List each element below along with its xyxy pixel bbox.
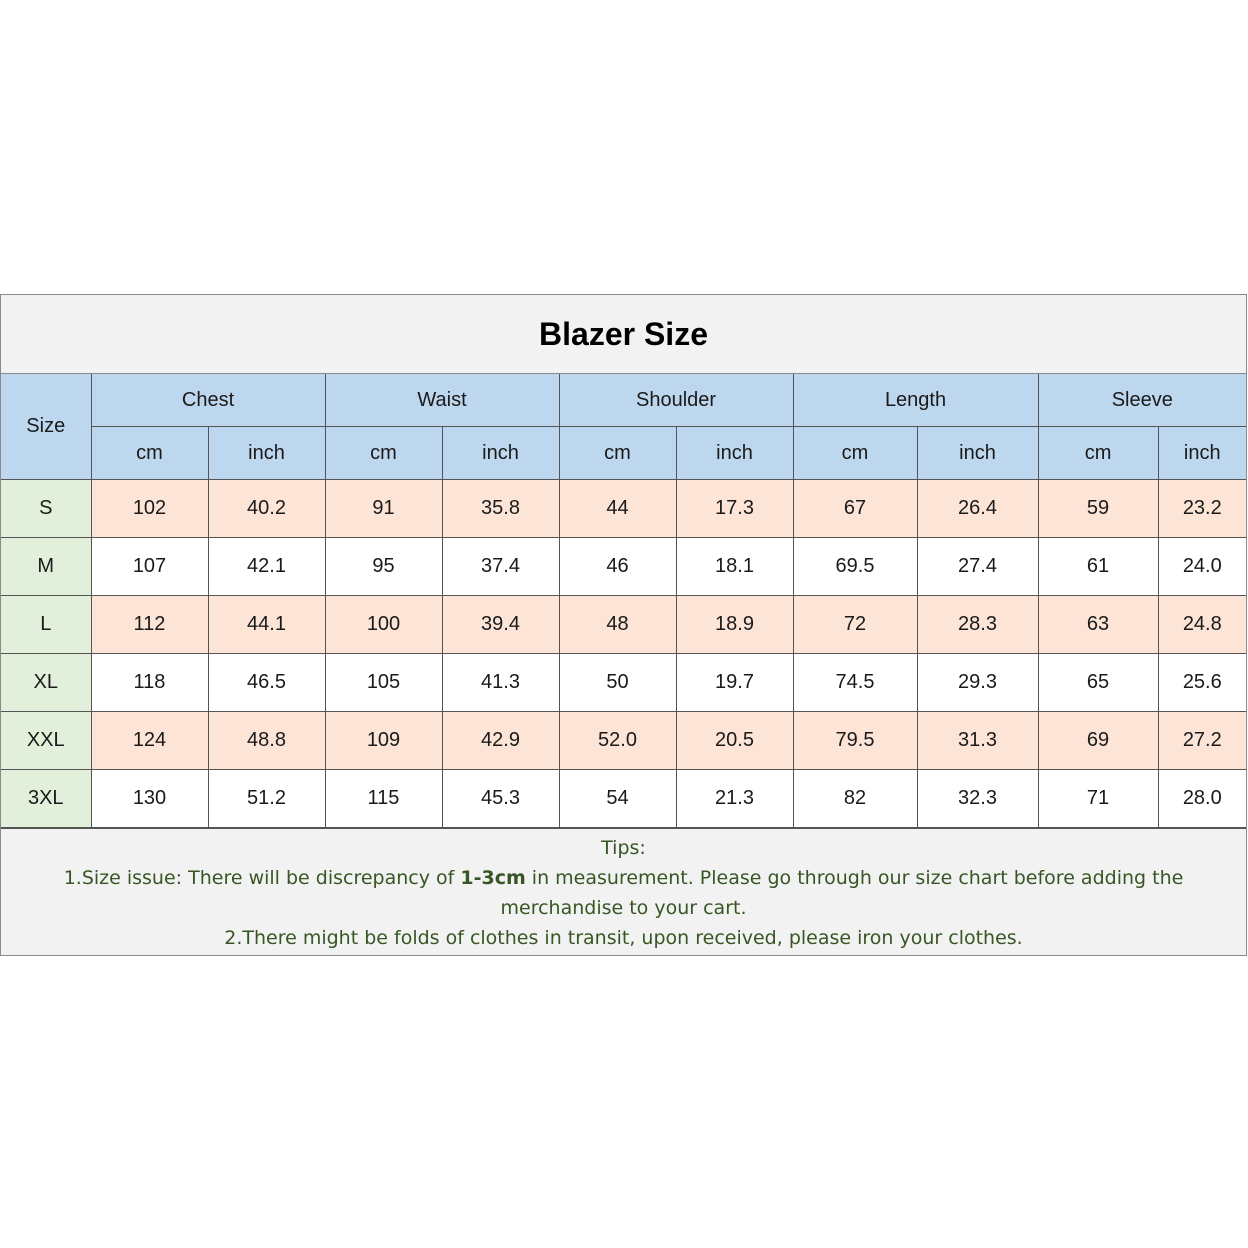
measurement-cell: 74.5 — [793, 654, 917, 712]
measurement-cell: 27.2 — [1158, 712, 1246, 770]
measurement-cell: 63 — [1038, 596, 1158, 654]
table-row — [1, 654, 1246, 712]
measurement-cell: 59 — [1038, 480, 1158, 538]
unit-header-sleeve-inch: inch — [1158, 427, 1246, 480]
measurement-cell: 46.5 — [208, 654, 325, 712]
tips-line-2: 2.There might be folds of clothes in transit, upon received, please iron your clothes. — [224, 927, 1023, 949]
measurement-cell: 115 — [325, 770, 442, 828]
measurement-cell: 79.5 — [793, 712, 917, 770]
unit-header-chest-cm: cm — [91, 427, 208, 480]
measurement-cell: 18.9 — [676, 596, 793, 654]
table-row — [1, 538, 1246, 596]
measurement-cell: 102 — [91, 480, 208, 538]
measurement-cell: 21.3 — [676, 770, 793, 828]
measurement-cell: 32.3 — [917, 770, 1038, 828]
measurement-cell: 50 — [559, 654, 676, 712]
measurement-cell: 41.3 — [442, 654, 559, 712]
group-header-chest: Chest — [91, 374, 325, 427]
measurement-cell: 17.3 — [676, 480, 793, 538]
measurement-cell: 91 — [325, 480, 442, 538]
measurement-cell: 26.4 — [917, 480, 1038, 538]
unit-header-shoulder-inch: inch — [676, 427, 793, 480]
measurement-cell: 105 — [325, 654, 442, 712]
chart-title: Blazer Size — [1, 295, 1246, 374]
measurement-cell: 48.8 — [208, 712, 325, 770]
size-table — [1, 374, 1246, 828]
measurement-cell: 46 — [559, 538, 676, 596]
measurement-cell: 107 — [91, 538, 208, 596]
table-row — [1, 480, 1246, 538]
measurement-cell: 42.9 — [442, 712, 559, 770]
tips-section — [1, 828, 1246, 955]
measurement-cell: 69.5 — [793, 538, 917, 596]
unit-header-shoulder-cm: cm — [559, 427, 676, 480]
measurement-cell: 28.0 — [1158, 770, 1246, 828]
measurement-cell: 124 — [91, 712, 208, 770]
measurement-cell: 23.2 — [1158, 480, 1246, 538]
group-header-shoulder: Shoulder — [559, 374, 793, 427]
measurement-cell: 18.1 — [676, 538, 793, 596]
measurement-cell: 95 — [325, 538, 442, 596]
measurement-cell: 45.3 — [442, 770, 559, 828]
measurement-cell: 82 — [793, 770, 917, 828]
measurement-cell: 118 — [91, 654, 208, 712]
measurement-cell: 51.2 — [208, 770, 325, 828]
measurement-cell: 61 — [1038, 538, 1158, 596]
measurement-cell: 27.4 — [917, 538, 1038, 596]
table-row — [1, 712, 1246, 770]
measurement-cell: 28.3 — [917, 596, 1038, 654]
unit-header-length-cm: cm — [793, 427, 917, 480]
tips-line-1-start: 1.Size issue: There will be discrepancy of — [63, 867, 461, 889]
tips-line-1 — [1, 863, 1246, 923]
size-cell: XL — [1, 654, 91, 712]
tips-line-1-highlight: 1-3cm — [460, 867, 526, 889]
size-header: Size — [1, 374, 91, 480]
group-header-sleeve: Sleeve — [1038, 374, 1246, 427]
unit-header-waist-inch: inch — [442, 427, 559, 480]
size-chart — [0, 294, 1247, 956]
group-header-waist: Waist — [325, 374, 559, 427]
measurement-cell: 130 — [91, 770, 208, 828]
measurement-cell: 19.7 — [676, 654, 793, 712]
tips-line-1-end: in measurement. Please go through our size chart before adding the merchandise to your cart. — [500, 867, 1184, 919]
size-cell: M — [1, 538, 91, 596]
measurement-cell: 100 — [325, 596, 442, 654]
unit-header-chest-inch: inch — [208, 427, 325, 480]
unit-header-waist-cm: cm — [325, 427, 442, 480]
measurement-cell: 25.6 — [1158, 654, 1246, 712]
measurement-cell: 71 — [1038, 770, 1158, 828]
measurement-cell: 69 — [1038, 712, 1158, 770]
measurement-cell: 54 — [559, 770, 676, 828]
group-header-length: Length — [793, 374, 1038, 427]
measurement-cell: 44 — [559, 480, 676, 538]
measurement-cell: 31.3 — [917, 712, 1038, 770]
measurement-cell: 109 — [325, 712, 442, 770]
unit-header-row — [1, 427, 1246, 480]
measurement-cell: 42.1 — [208, 538, 325, 596]
measurement-cell: 29.3 — [917, 654, 1038, 712]
size-cell: 3XL — [1, 770, 91, 828]
measurement-cell: 20.5 — [676, 712, 793, 770]
measurement-cell: 37.4 — [442, 538, 559, 596]
size-cell: XXL — [1, 712, 91, 770]
size-cell: L — [1, 596, 91, 654]
measurement-cell: 24.0 — [1158, 538, 1246, 596]
measurement-cell: 35.8 — [442, 480, 559, 538]
measurement-cell: 112 — [91, 596, 208, 654]
size-cell: S — [1, 480, 91, 538]
table-row — [1, 596, 1246, 654]
measurement-cell: 48 — [559, 596, 676, 654]
measurement-cell: 67 — [793, 480, 917, 538]
size-rows — [1, 480, 1246, 828]
measurement-cell: 72 — [793, 596, 917, 654]
table-row — [1, 770, 1246, 828]
measurement-cell: 39.4 — [442, 596, 559, 654]
measurement-cell: 24.8 — [1158, 596, 1246, 654]
unit-header-sleeve-cm: cm — [1038, 427, 1158, 480]
measurement-cell: 44.1 — [208, 596, 325, 654]
unit-header-length-inch: inch — [917, 427, 1038, 480]
measurement-cell: 52.0 — [559, 712, 676, 770]
group-header-row — [1, 374, 1246, 427]
tips-heading: Tips: — [601, 837, 646, 859]
measurement-cell: 40.2 — [208, 480, 325, 538]
measurement-cell: 65 — [1038, 654, 1158, 712]
